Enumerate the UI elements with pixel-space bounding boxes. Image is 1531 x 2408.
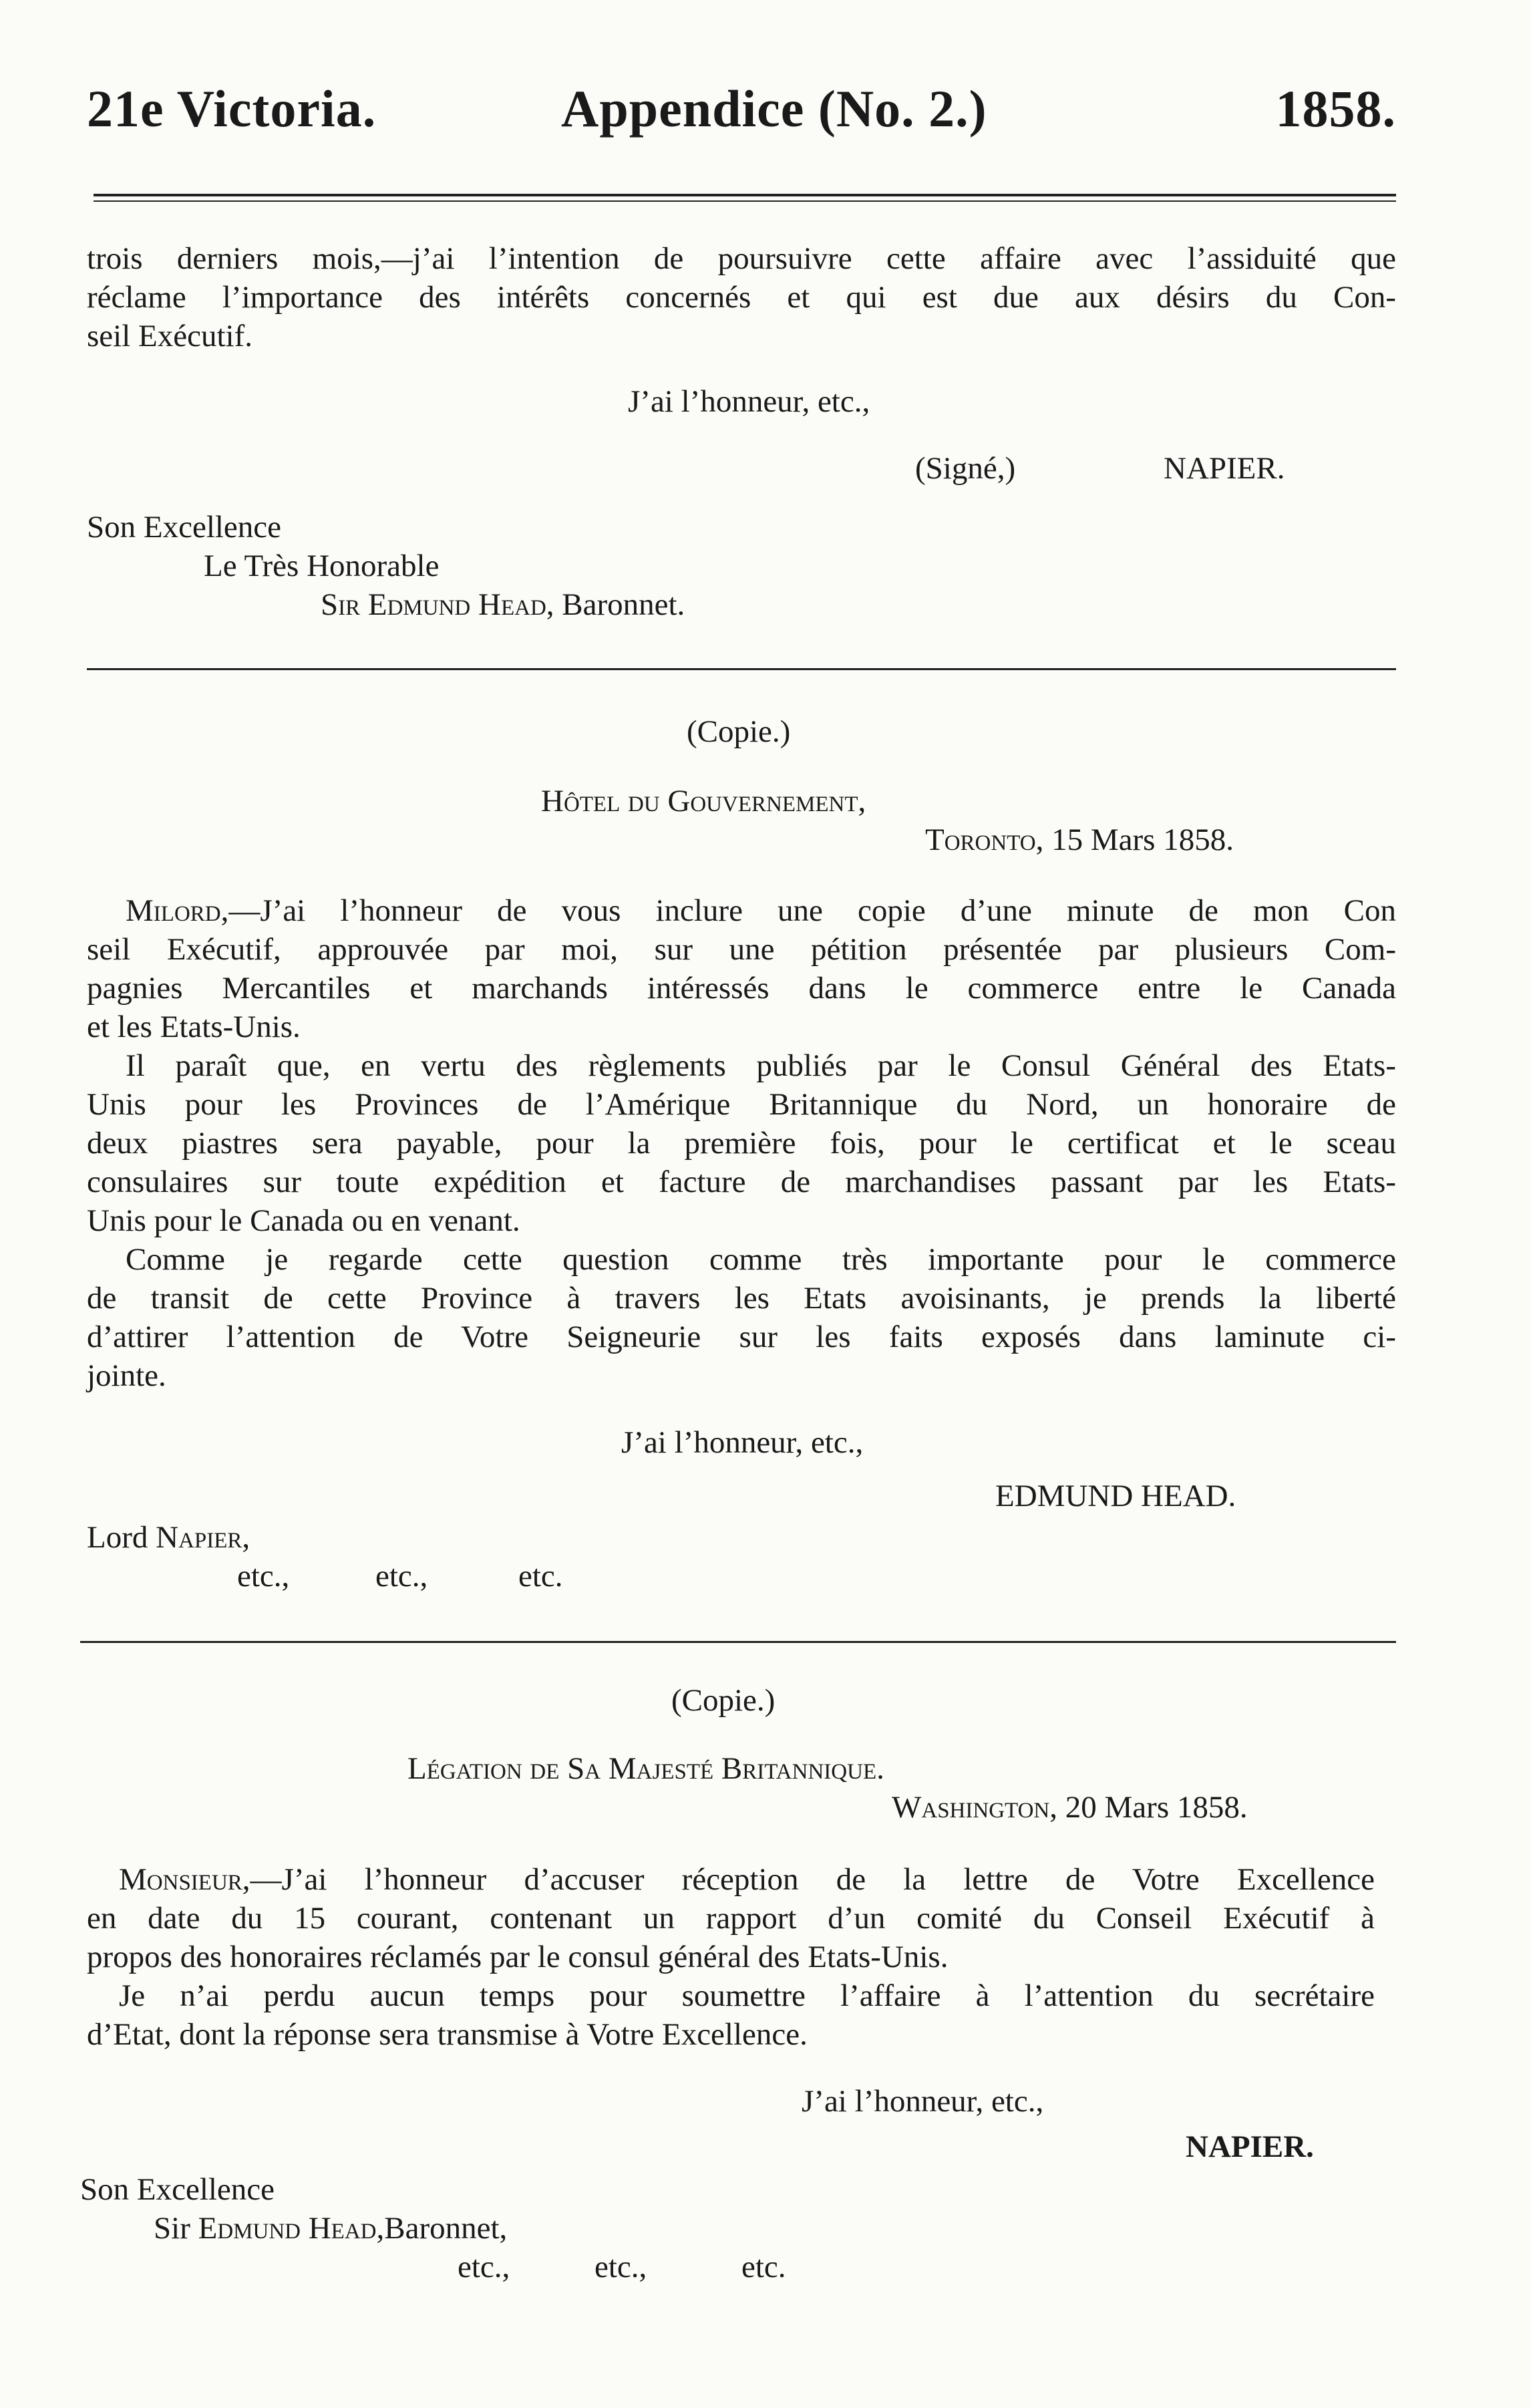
addressee-prefix: Lord bbox=[87, 1520, 148, 1555]
letter2-para2-line: Unis pour le Canada ou en venant. bbox=[87, 1203, 520, 1238]
letter3-para2-line: d’Etat, dont la réponse sera transmise à Votre Excellence. bbox=[87, 2017, 808, 2052]
etc-2: etc., bbox=[375, 1559, 428, 1594]
letter2-para2-line: Unis pour les Provinces de l’Amérique Britannique du Nord, un honoraire de bbox=[87, 1087, 1396, 1122]
letter3-dateline bbox=[892, 1788, 1248, 1827]
letter3-para2-line: Je n’ai perdu aucun temps pour soumettre l’affaire à l’attention du secrétaire bbox=[119, 1978, 1375, 2013]
letter2-closing: J’ai l’honneur, etc., bbox=[621, 1425, 864, 1460]
letter2-salutation: Milord, bbox=[126, 893, 229, 928]
letter2-para3-line: Comme je regarde cette question comme très importante pour le commerce bbox=[126, 1242, 1396, 1277]
etc-1: etc., bbox=[237, 1559, 290, 1594]
header-year: 1858. bbox=[1275, 80, 1396, 138]
header-rule bbox=[94, 194, 1396, 202]
letter2-para1-line: et les Etats-Unis. bbox=[87, 1010, 301, 1044]
letter2-para2-line: Il paraît que, en vertu des règlements publiés par le Consul Général des Etats- bbox=[126, 1048, 1396, 1083]
letter3-para1-line: propos des honoraires réclamés par le consul général des Etats-Unis. bbox=[87, 1940, 949, 1974]
addressee-prefix: Sir bbox=[154, 2211, 190, 2246]
letter2-para1-line1 bbox=[87, 891, 1396, 930]
addressee-title: Baronnet. bbox=[562, 587, 685, 622]
letter2-para1-line: seil Exécutif, approuvée par moi, sur une pétition présentée par plusieurs Com- bbox=[87, 932, 1396, 967]
letter1-closing: J’ai l’honneur, etc., bbox=[628, 384, 870, 419]
letter3-para1-line1 bbox=[87, 1860, 1375, 1899]
section-divider bbox=[87, 668, 1396, 670]
letter2-para2-line: consulaires sur toute expédition et facture de marchandises passant par les Etats- bbox=[87, 1165, 1396, 1199]
addressee-name: Napier, bbox=[156, 1520, 250, 1555]
header-appendix: Appendice (No. 2.) bbox=[561, 80, 987, 138]
letter3-city: Washington, bbox=[892, 1790, 1058, 1825]
letter2-para1-text: —J’ai l’honneur de vous inclure une copie d’une minute de mon Con bbox=[228, 893, 1396, 928]
section-divider bbox=[80, 1641, 1396, 1643]
etc-2: etc., bbox=[594, 2250, 647, 2284]
letter3-copy-label: (Copie.) bbox=[671, 1683, 776, 1718]
letter3-closing: J’ai l’honneur, etc., bbox=[802, 2084, 1044, 2119]
addressee-name: Sir Edmund Head, bbox=[321, 587, 554, 622]
letter3-para1-text: —J’ai l’honneur d’accuser réception de la lettre de Votre Excellence bbox=[250, 1862, 1375, 1897]
addressee-title: Baronnet, bbox=[384, 2211, 508, 2246]
letter1-body-line: réclame l’importance des intérêts concernés et qui est due aux désirs du Con- bbox=[87, 280, 1396, 315]
letter2-city: Toronto, bbox=[925, 822, 1044, 857]
letter2-para1-line: pagnies Mercantiles et marchands intéressés dans le commerce entre le Canada bbox=[87, 971, 1396, 1006]
letter2-copy-label: (Copie.) bbox=[687, 714, 791, 749]
letter1-addressee-line: Son Excellence bbox=[87, 510, 282, 545]
letter1-addressee-name bbox=[321, 585, 685, 624]
letter2-para3-line: jointe. bbox=[87, 1358, 166, 1393]
letter3-date: 20 Mars 1858. bbox=[1065, 1790, 1248, 1825]
letter2-dateline bbox=[925, 820, 1234, 859]
letter1-signature: NAPIER. bbox=[1164, 451, 1285, 486]
letter3-salutation: Monsieur, bbox=[119, 1862, 250, 1897]
letter3-addressee-name bbox=[154, 2209, 507, 2248]
letter2-para3-line: d’attirer l’attention de Votre Seigneurie sur les faits exposés dans laminute ci- bbox=[87, 1320, 1396, 1354]
letter1-signed-label: (Signé,) bbox=[915, 451, 1016, 486]
letter3-place: Légation de Sa Majesté Britannique. bbox=[407, 1751, 884, 1786]
etc-3: etc. bbox=[741, 2250, 786, 2284]
letter3-signature: NAPIER. bbox=[1186, 2129, 1314, 2164]
letter2-place: Hôtel du Gouvernement, bbox=[541, 784, 866, 818]
letter3-para1-line: en date du 15 courant, contenant un rapport d’un comité du Conseil Exécutif à bbox=[87, 1901, 1375, 1936]
letter1-addressee-line: Le Très Honorable bbox=[204, 549, 440, 583]
letter3-addressee: Son Excellence bbox=[80, 2172, 275, 2207]
etc-1: etc., bbox=[458, 2250, 510, 2284]
letter1-body-line: trois derniers mois,—j’ai l’intention de poursuivre cette affaire avec l’assiduité que bbox=[87, 241, 1396, 276]
header-regnal-year: 21e Victoria. bbox=[87, 80, 377, 138]
etc-3: etc. bbox=[518, 1559, 563, 1594]
letter2-para3-line: de transit de cette Province à travers les Etats avoisinants, je prends la liberté bbox=[87, 1281, 1396, 1316]
running-header bbox=[87, 79, 1396, 139]
addressee-name: Edmund Head, bbox=[198, 2211, 385, 2246]
letter2-addressee bbox=[87, 1518, 250, 1557]
letter1-body-line: seil Exécutif. bbox=[87, 319, 252, 353]
letter2-para2-line: deux piastres sera payable, pour la première fois, pour le certificat et le sceau bbox=[87, 1126, 1396, 1161]
letter2-signature: EDMUND HEAD. bbox=[995, 1479, 1236, 1513]
letter2-date: 15 Mars 1858. bbox=[1051, 822, 1234, 857]
